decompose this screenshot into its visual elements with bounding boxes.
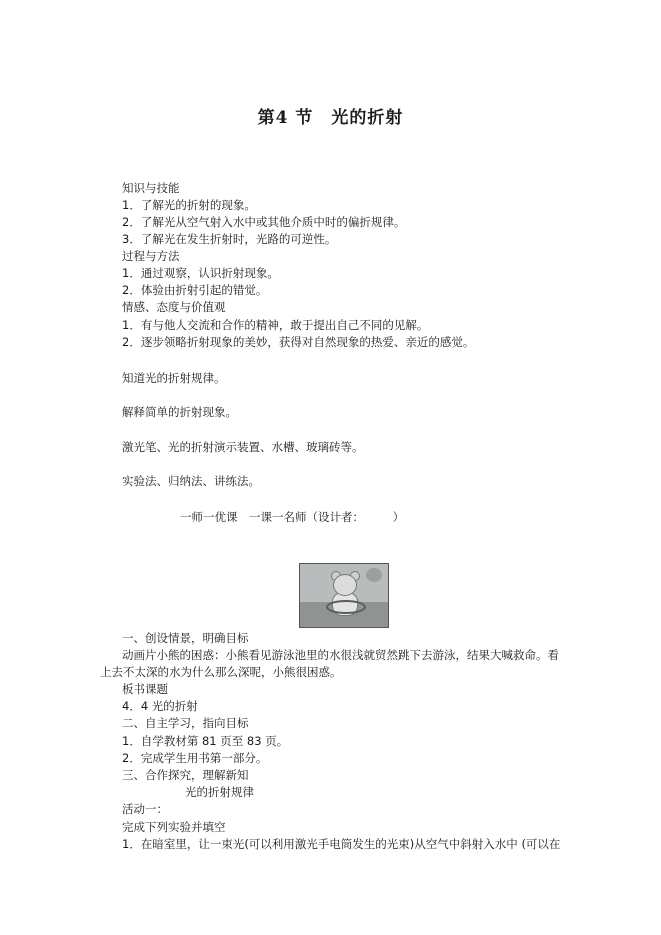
instruction-text: 完成下列实验并填空	[122, 820, 226, 834]
objective-line: 1．有与他人交流和合作的精神，敢于提出自己不同的见解。	[122, 318, 429, 332]
objective-line: 2．体验由折射引起的错觉。	[122, 283, 268, 297]
knowledge-heading: 知识与技能	[122, 181, 180, 195]
list-item: 2．完成学生用书第一部分。	[122, 751, 268, 765]
sub-title: 光的折射规律	[185, 785, 254, 799]
objective-line: 1．了解光的折射的现象。	[122, 198, 256, 212]
instruction-text: 1．在暗室里，让一束光(可以利用激光手电筒发生的光束)从空气中斜射入水中 (可以在	[122, 837, 561, 851]
designer-line: 一师一优课 一课一名师（设计者： ）	[180, 510, 405, 524]
activity-label: 活动一：	[122, 802, 168, 816]
step-heading: 三、合作探究，理解新知	[122, 768, 249, 782]
objective-line: 3．了解光在发生折射时，光路的可逆性。	[122, 232, 337, 246]
story-text: 动画片小熊的困惑：小熊看见游泳池里的水很浅就贸然跳下去游泳，结果大喊救命。看	[122, 648, 559, 662]
objective-line: 1．通过观察，认识折射现象。	[122, 266, 279, 280]
cartoon-bear-image	[299, 563, 389, 628]
difficulty: 解释简单的折射现象。	[122, 405, 237, 419]
step-heading: 一、创设情景，明确目标	[122, 631, 249, 645]
page-title: 第4 节 光的折射	[257, 108, 404, 128]
objective-line: 2．了解光从空气射入水中或其他介质中时的偏折规律。	[122, 215, 406, 229]
board-label: 板书课题	[122, 682, 168, 696]
step-heading: 二、自主学习，指向目标	[122, 716, 249, 730]
objective-line: 2．逐步领略折射现象的美妙，获得对自然现象的热爱、亲近的感觉。	[122, 335, 475, 349]
process-heading: 过程与方法	[122, 249, 180, 263]
board-title: 4．4 光的折射	[122, 699, 198, 713]
methods: 实验法、归纳法、讲练法。	[122, 474, 260, 488]
emotion-heading: 情感、态度与价值观	[122, 300, 226, 314]
list-item: 1．自学教材第 81 页至 83 页。	[122, 734, 289, 748]
materials: 激光笔、光的折射演示装置、水槽、玻璃砖等。	[122, 440, 364, 454]
story-text: 上去不太深的水为什么那么深呢，小熊很困惑。	[100, 665, 342, 679]
key-point: 知道光的折射规律。	[122, 371, 226, 385]
